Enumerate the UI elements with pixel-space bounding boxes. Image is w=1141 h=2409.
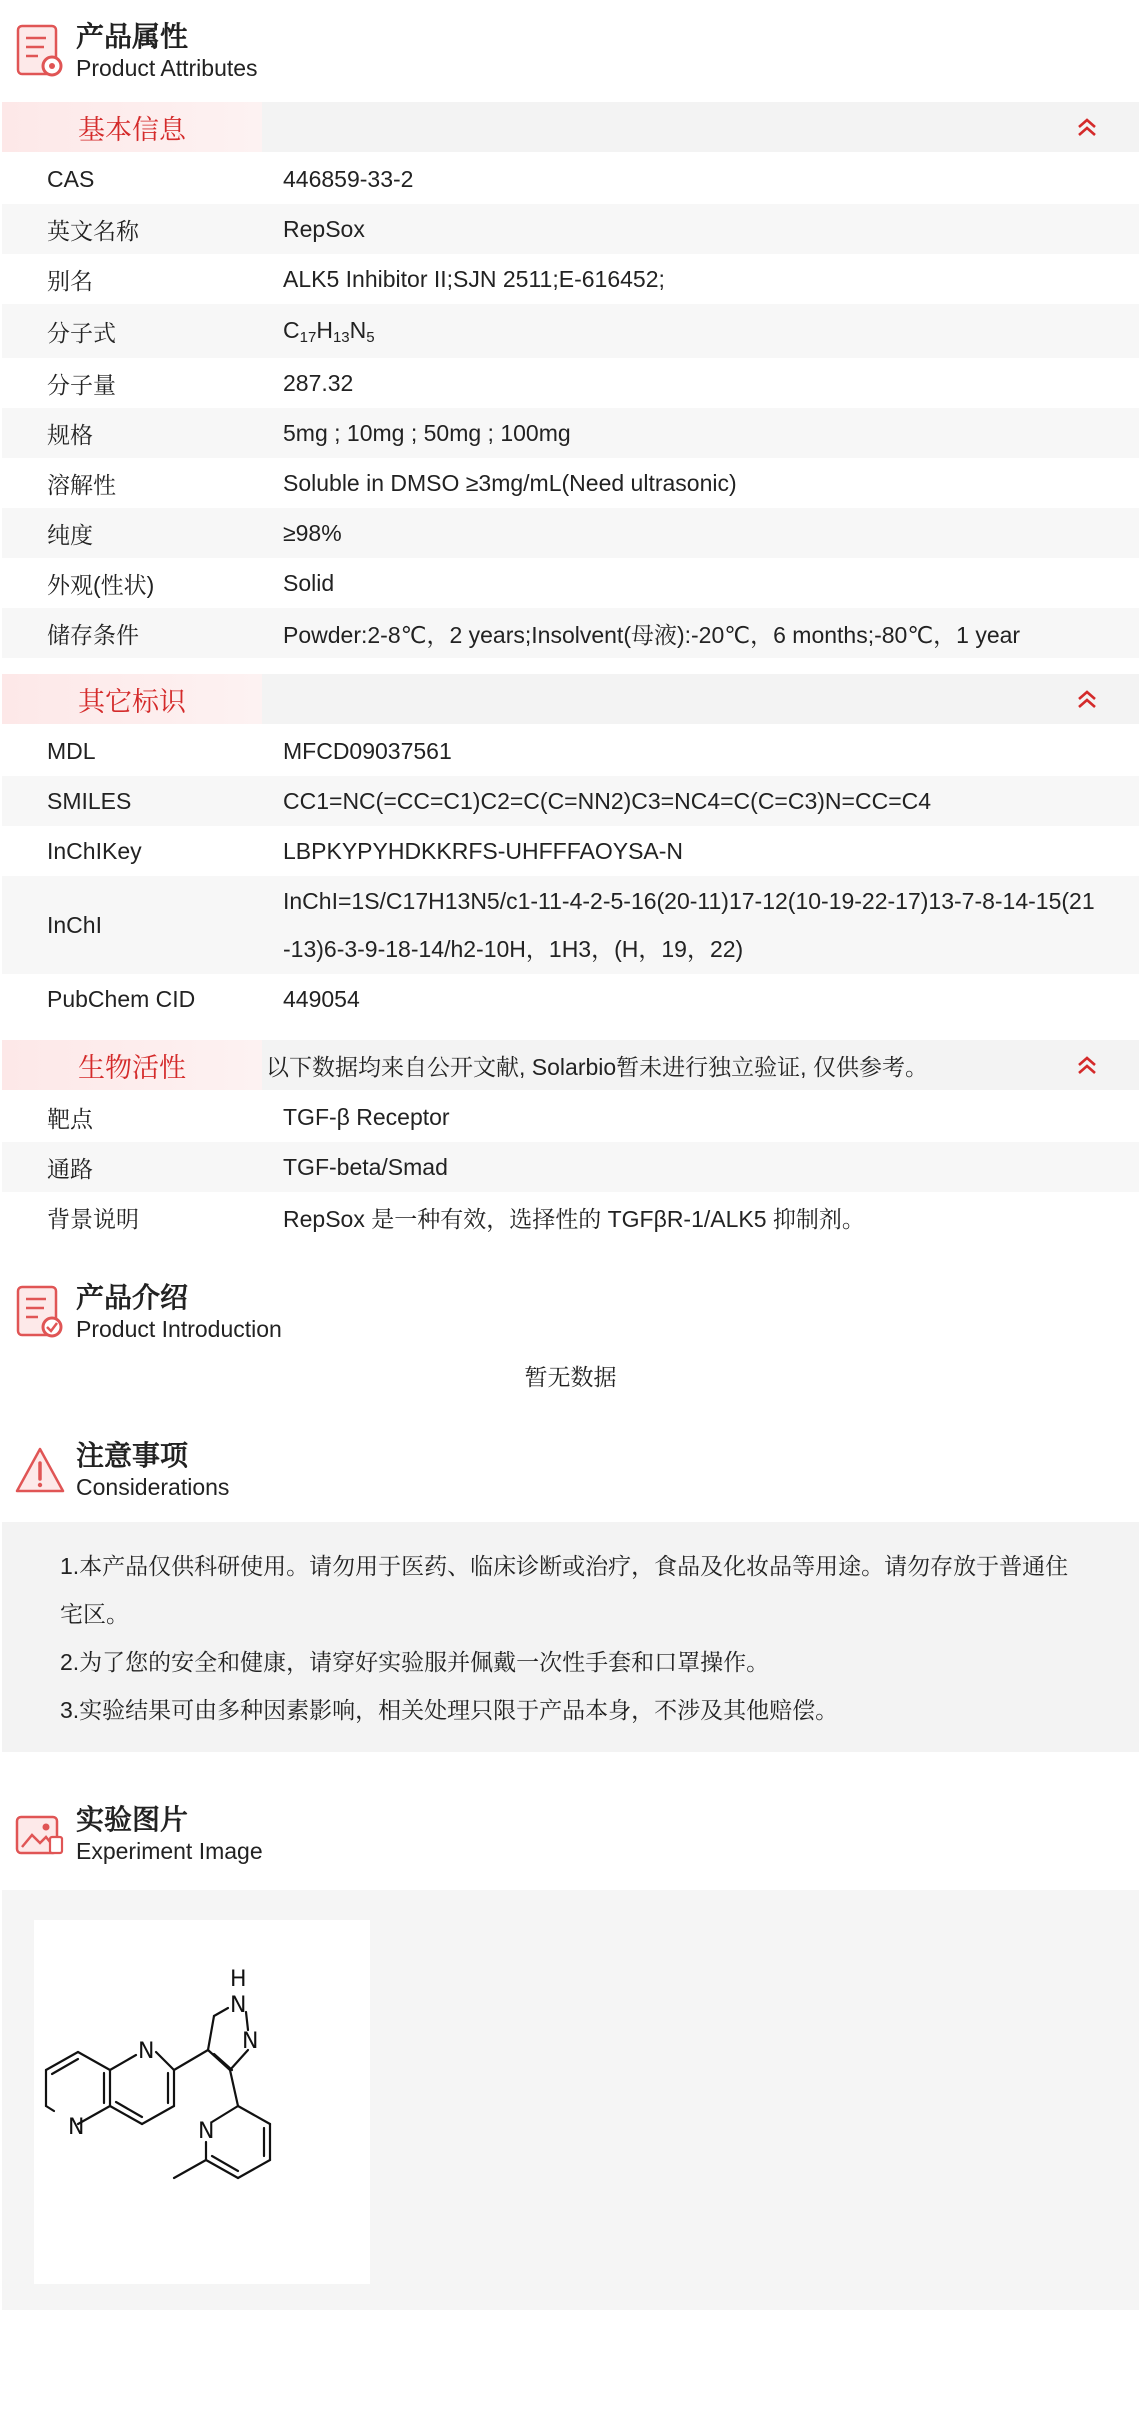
attr-key: 靶点 bbox=[2, 1092, 282, 1142]
experiment-image-box bbox=[2, 1890, 1139, 2310]
molecular-formula: $C_{17}H_{13}N_5$ bbox=[282, 304, 1139, 358]
attr-value: Powder:2-8℃，2 years;Insolvent(母液):-20℃，6 months;-80℃，1 year bbox=[282, 608, 1139, 658]
attr-value: RepSox bbox=[282, 204, 1139, 254]
attr-key: 别名 bbox=[2, 254, 282, 304]
table-row bbox=[2, 358, 1139, 408]
attr-key: 纯度 bbox=[2, 508, 282, 558]
attr-key: 背景说明 bbox=[2, 1192, 282, 1242]
table-row bbox=[2, 876, 1139, 974]
table-row bbox=[2, 458, 1139, 508]
attr-value: Solid bbox=[282, 558, 1139, 608]
atom-n: N bbox=[242, 2029, 259, 2054]
chevron-up-icon[interactable] bbox=[1075, 687, 1099, 711]
table-row bbox=[2, 154, 1139, 204]
attr-value: 446859-33-2 bbox=[282, 154, 1139, 204]
consideration-item: 3.实验结果可由多种因素影响，相关处理只限于产品本身，不涉及其他赔偿。 bbox=[60, 1697, 839, 1723]
table-row bbox=[2, 254, 1139, 304]
table-row bbox=[2, 974, 1139, 1024]
section-header-attributes bbox=[0, 0, 1141, 102]
table-row bbox=[2, 408, 1139, 458]
attr-key: InChIKey bbox=[2, 826, 282, 876]
other-ids-table bbox=[2, 726, 1139, 1024]
attr-value: TGF-beta/Smad bbox=[282, 1142, 1139, 1192]
document-check-icon bbox=[14, 1281, 66, 1343]
section-title-cn: 注意事项 bbox=[76, 1440, 189, 1471]
attr-key: 外观(性状) bbox=[2, 558, 282, 608]
attr-key: 通路 bbox=[2, 1142, 282, 1192]
attr-value: 287.32 bbox=[282, 358, 1139, 408]
consideration-item: 1.本产品仅供科研使用。请勿用于医药、临床诊断或治疗，食品及化妆品等用途。请勿存放于普通住宅区。 bbox=[60, 1553, 1069, 1627]
attr-value: RepSox 是一种有效，选择性的 TGFβR-1/ALK5 抑制剂。 bbox=[282, 1192, 1139, 1242]
table-row bbox=[2, 608, 1139, 658]
warning-icon bbox=[14, 1439, 66, 1501]
attr-key: SMILES bbox=[2, 776, 282, 826]
attr-key: 英文名称 bbox=[2, 204, 282, 254]
atom-n: N bbox=[230, 1993, 247, 2018]
group-label: 生物活性 bbox=[2, 1040, 262, 1090]
attr-value: CC1=NC(=CC=C1)C2=C(C=NN2)C3=NC4=C(C=C3)N=CC=C4 bbox=[282, 776, 1139, 826]
attr-key: 分子式 bbox=[2, 304, 282, 358]
section-title-en: Product Introduction bbox=[76, 1316, 282, 1342]
table-row bbox=[2, 1142, 1139, 1192]
table-row bbox=[2, 726, 1139, 776]
table-row bbox=[2, 508, 1139, 558]
table-row bbox=[2, 558, 1139, 608]
group-bio-activity[interactable] bbox=[2, 1040, 1139, 1090]
attr-key: 分子量 bbox=[2, 358, 282, 408]
group-label: 基本信息 bbox=[2, 102, 262, 152]
section-header-considerations bbox=[0, 1430, 1141, 1510]
consideration-item: 2.为了您的安全和健康，请穿好实验服并佩戴一次性手套和口罩操作。 bbox=[60, 1649, 770, 1675]
no-data-text: 暂无数据 bbox=[524, 1364, 617, 1390]
group-label: 其它标识 bbox=[2, 674, 262, 724]
section-title-cn: 产品属性 bbox=[76, 21, 189, 52]
attr-value: ALK5 Inhibitor II;SJN 2511;E-616452; bbox=[282, 254, 1139, 304]
attr-key: 规格 bbox=[2, 408, 282, 458]
attr-value: ≥98% bbox=[282, 508, 1139, 558]
atom-n: N bbox=[68, 2115, 85, 2140]
bio-disclaimer: 以下数据均来自公开文献, Solarbio暂未进行独立验证, 仅供参考。 bbox=[266, 1053, 928, 1080]
attr-key: InChI bbox=[2, 876, 282, 974]
section-title-cn: 实验图片 bbox=[76, 1804, 189, 1835]
group-other-ids[interactable] bbox=[2, 674, 1139, 724]
chevron-up-icon[interactable] bbox=[1075, 115, 1099, 139]
attr-value: 449054 bbox=[282, 974, 1139, 1024]
atom-n: N bbox=[138, 2039, 155, 2064]
table-row bbox=[2, 204, 1139, 254]
section-header-introduction bbox=[0, 1272, 1141, 1352]
table-row bbox=[2, 776, 1139, 826]
document-gear-icon bbox=[14, 20, 66, 82]
atom-n: N bbox=[198, 2119, 215, 2144]
atom-h: H bbox=[230, 1967, 247, 1992]
attr-value: 5mg ; 10mg ; 50mg ; 100mg bbox=[282, 408, 1139, 458]
group-basic-info[interactable] bbox=[2, 102, 1139, 152]
table-row bbox=[2, 304, 1139, 358]
chemical-structure-image bbox=[34, 1920, 370, 2284]
structure-drawing bbox=[34, 1920, 370, 2284]
image-icon bbox=[14, 1803, 66, 1865]
attr-key: 溶解性 bbox=[2, 458, 282, 508]
section-header-experiment bbox=[0, 1794, 1141, 1874]
table-row bbox=[2, 1192, 1139, 1242]
chevron-up-icon[interactable] bbox=[1075, 1053, 1099, 1077]
section-title-cn: 产品介绍 bbox=[76, 1282, 189, 1313]
section-title-en: Product Attributes bbox=[76, 55, 258, 81]
attr-key: 储存条件 bbox=[2, 608, 282, 658]
attr-value: Soluble in DMSO ≥3mg/mL(Need ultrasonic) bbox=[282, 458, 1139, 508]
attr-value: MFCD09037561 bbox=[282, 726, 1139, 776]
attr-key: MDL bbox=[2, 726, 282, 776]
attr-value: InChI=1S/C17H13N5/c1-11-4-2-5-16(20-11)17-12(10-19-22-17)13-7-8-14-15(21-13)6-3-9-18-14/h2-10H，1H3，(H，19，22) bbox=[282, 876, 1139, 974]
attr-key: PubChem CID bbox=[2, 974, 282, 1024]
attr-value: LBPKYPYHDKKRFS-UHFFFAOYSA-N bbox=[282, 826, 1139, 876]
table-row bbox=[2, 1092, 1139, 1142]
bio-activity-table bbox=[2, 1092, 1139, 1242]
section-title-en: Considerations bbox=[76, 1474, 230, 1500]
attr-value: TGF-β Receptor bbox=[282, 1092, 1139, 1142]
table-row bbox=[2, 826, 1139, 876]
considerations-box bbox=[2, 1522, 1139, 1752]
basic-info-table bbox=[2, 154, 1139, 658]
attr-key: CAS bbox=[2, 154, 282, 204]
section-title-en: Experiment Image bbox=[76, 1838, 263, 1864]
